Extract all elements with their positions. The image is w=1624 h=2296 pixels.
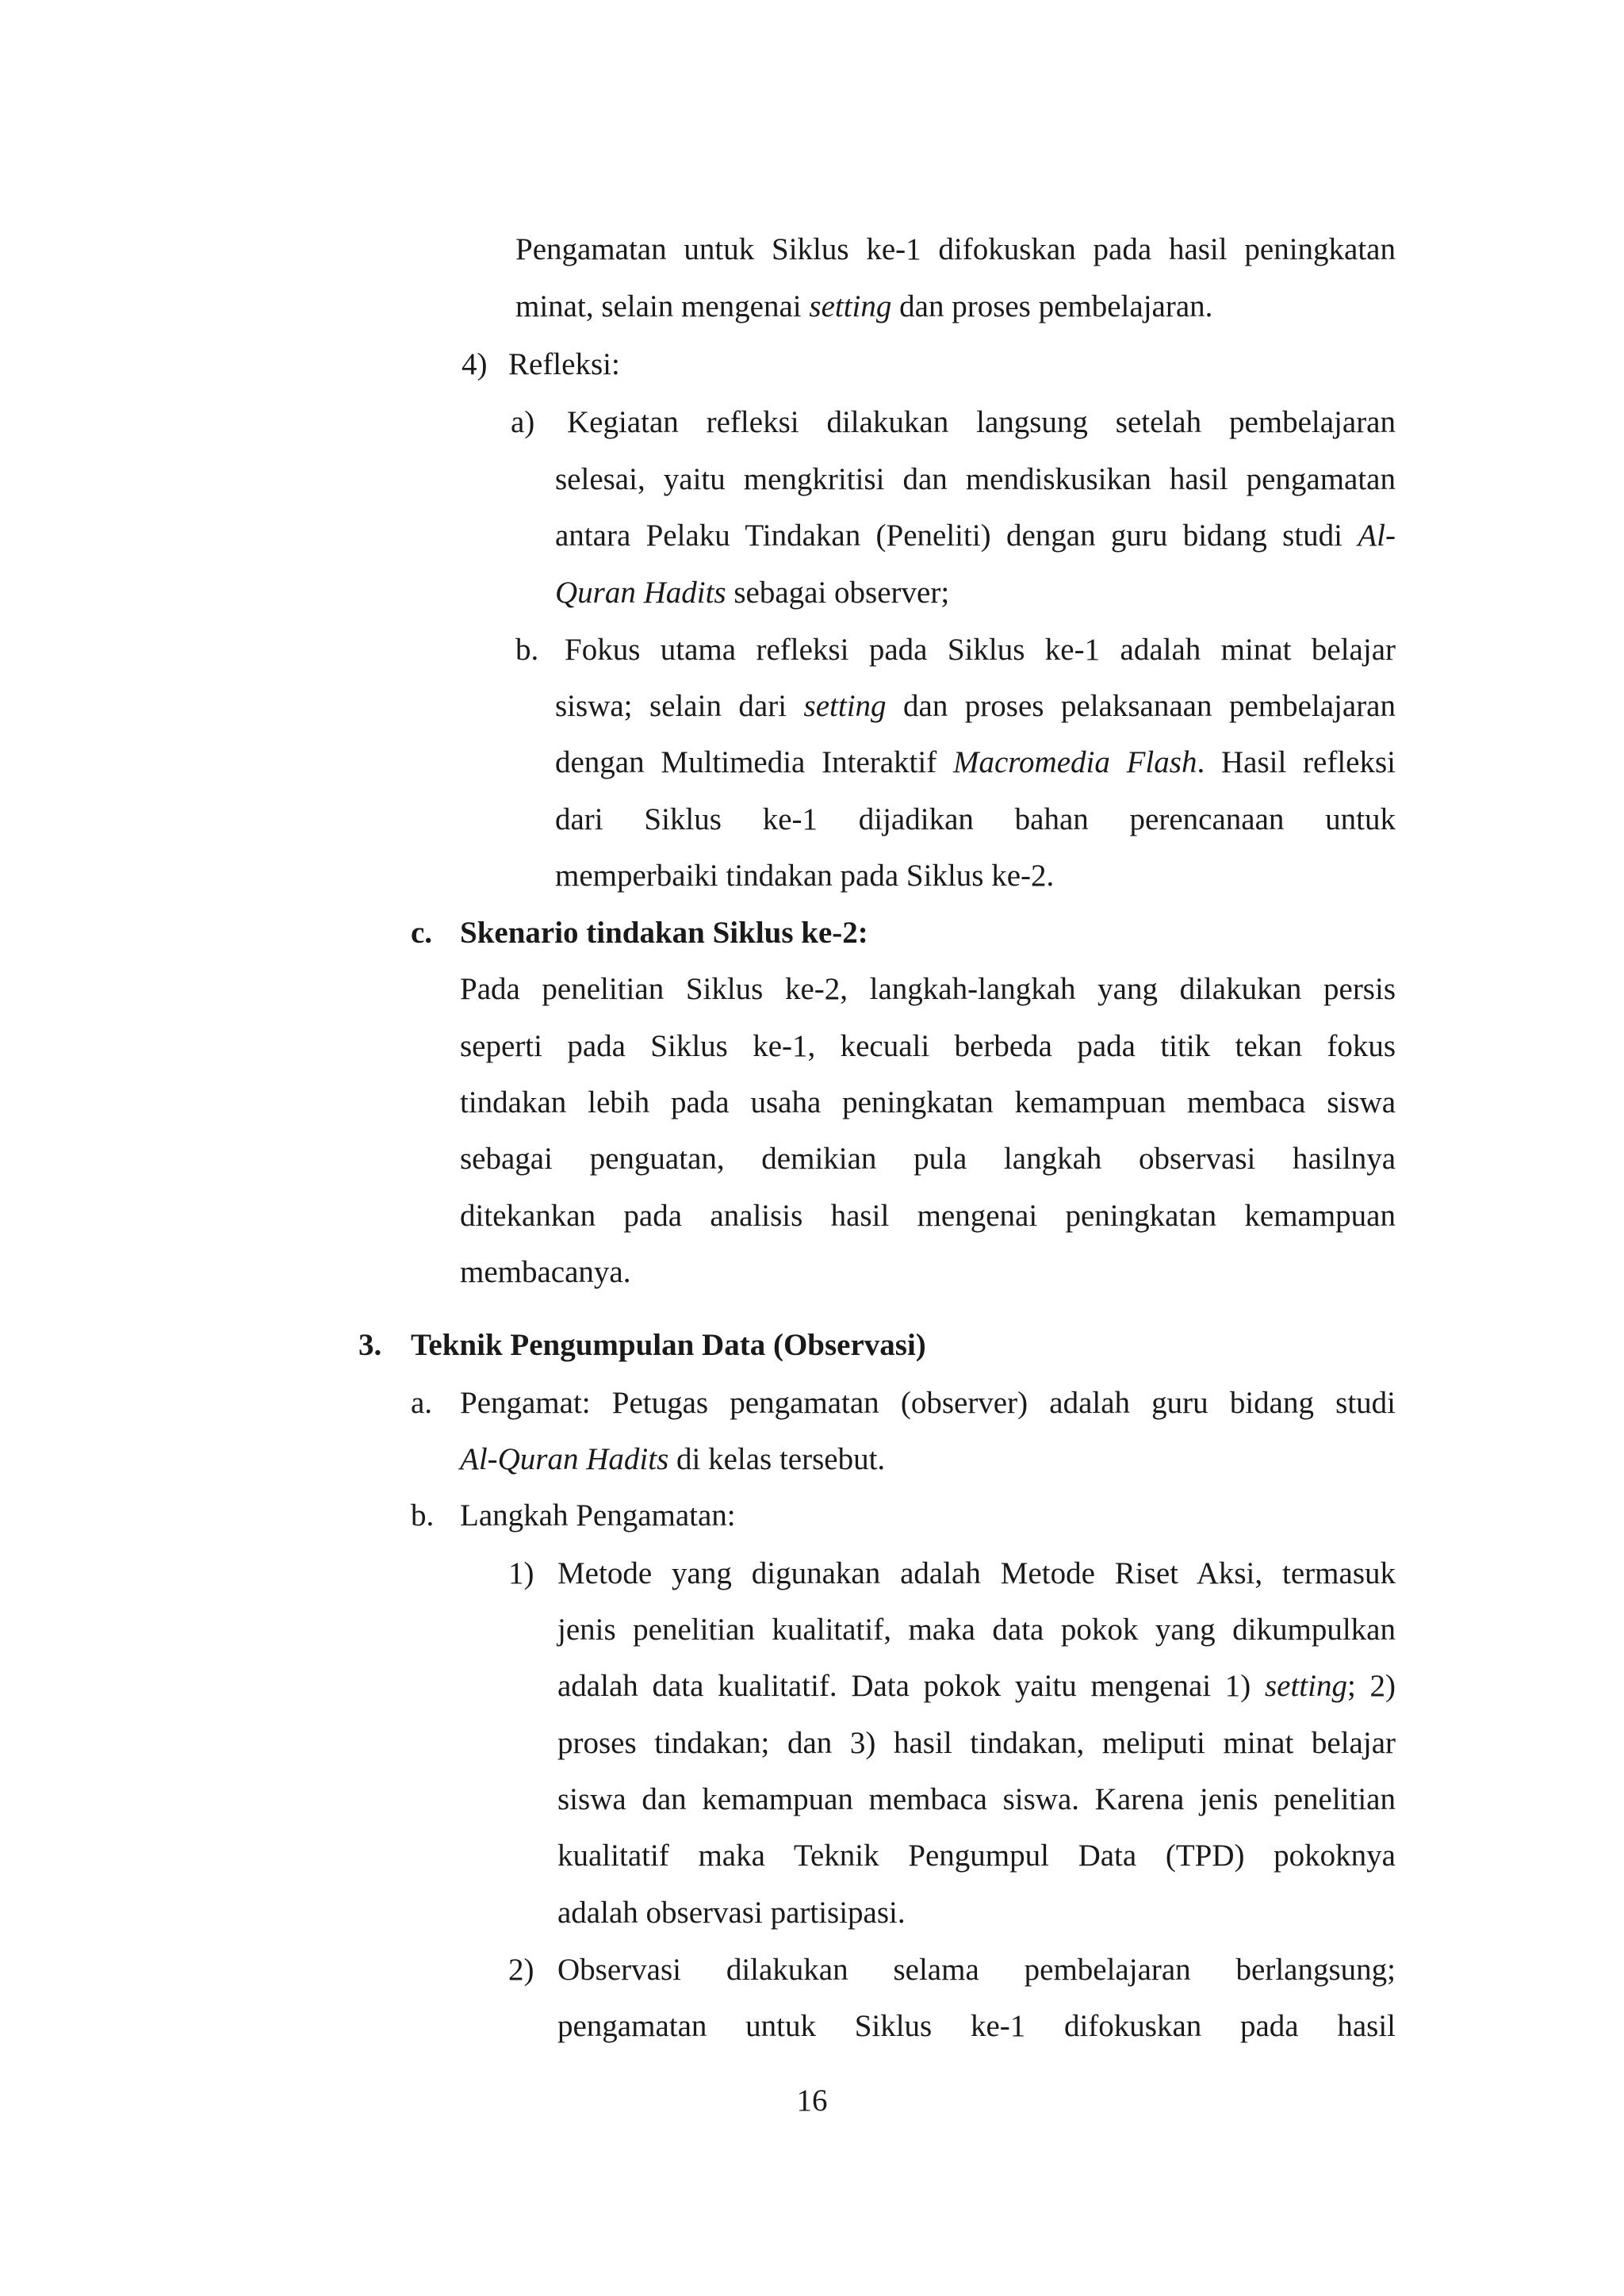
section-heading: Teknik Pengumpulan Data (Observasi) (411, 1328, 926, 1362)
paragraph-line: seperti pada Siklus ke-1, kecuali berbeda pada titik tekan fokus (460, 1029, 1396, 1063)
text-run: ; 2) (1346, 1669, 1396, 1703)
paragraph-line: tindakan lebih pada usaha peningkatan kemampuan membaca siswa (460, 1085, 1396, 1119)
italic-term: Al-Quran Hadits (460, 1442, 669, 1476)
paragraph-line: Pengamatan untuk Siklus ke-1 difokuskan pada hasil peningkatan (515, 232, 1396, 266)
paragraph-line: proses tindakan; dan 3) hasil tindakan, meliputi minat belajar (557, 1726, 1396, 1760)
paragraph-line: Metode yang digunakan adalah Metode Riset Aksi, termasuk (557, 1556, 1396, 1590)
paragraph-line (515, 283, 1396, 331)
paragraph-line: membacanya. (460, 1255, 631, 1289)
list-heading: Refleksi: (508, 347, 620, 381)
list-number: 1) (508, 1556, 534, 1590)
list-label: a) (511, 405, 535, 439)
paragraph-line (557, 1663, 1396, 1710)
list-label: b. (411, 1498, 435, 1533)
list-heading: Langkah Pengamatan: (460, 1498, 736, 1533)
paragraph-line: siswa dan kemampuan membaca siswa. Karena jenis penelitian (557, 1782, 1396, 1816)
paragraph-line: sebagai penguatan, demikian pula langkah observasi hasilnya (460, 1142, 1396, 1176)
paragraph-line: kualitatif maka Teknik Pengumpul Data (TPD) pokoknya (557, 1839, 1396, 1873)
section-heading: Skenario tindakan Siklus ke-2: (460, 916, 868, 950)
list-label: b. (515, 633, 539, 667)
italic-term: Quran Hadits (555, 576, 726, 610)
section-number: 3. (358, 1328, 382, 1362)
italic-term: setting (809, 289, 892, 323)
text-run: adalah data kualitatif. Data pokok yaitu mengenai 1) (557, 1669, 1265, 1703)
text-run: antara Pelaku Tindakan (Peneliti) dengan guru bidang studi (555, 519, 1358, 553)
paragraph-line: Pada penelitian Siklus ke-2, langkah-langkah yang dilakukan persis (460, 972, 1396, 1006)
paragraph-line: memperbaiki tindakan pada Siklus ke-2. (555, 859, 1055, 893)
text-run: siswa; selain dari (555, 689, 804, 723)
list-number: 4) (462, 347, 488, 381)
text-run: . Hasil refleksi (1197, 745, 1396, 779)
text-run: dan proses pelaksanaan pembelajaran (886, 689, 1396, 723)
paragraph-line (460, 1436, 1396, 1483)
list-label: a. (411, 1386, 433, 1420)
paragraph-line: Fokus utama refleksi pada Siklus ke-1 adalah minat belajar (565, 633, 1396, 667)
paragraph-line: Kegiatan refleksi dilakukan langsung setelah pembelajaran (567, 405, 1396, 439)
paragraph-line: jenis penelitian kualitatif, maka data pokok yang dikumpulkan (557, 1613, 1396, 1647)
paragraph-line: adalah observasi partisipasi. (557, 1896, 906, 1930)
text-run: dan proses pembelajaran. (891, 289, 1213, 323)
text-run: dengan Multimedia Interaktif (555, 745, 953, 779)
list-number: 2) (508, 1953, 534, 1987)
paragraph-line: selesai, yaitu mengkritisi dan mendiskusikan hasil pengamatan (555, 462, 1396, 496)
paragraph-line: Observasi dilakukan selama pembelajaran berlangsung; (557, 1953, 1396, 1987)
italic-term: setting (803, 689, 887, 723)
italic-term: Macromedia Flash (953, 745, 1197, 779)
text-run: minat, selain mengenai (515, 289, 810, 323)
paragraph-line (555, 739, 1396, 786)
paragraph-line (555, 683, 1396, 730)
italic-term: setting (1264, 1669, 1347, 1703)
paragraph-line: ditekankan pada analisis hasil mengenai peningkatan kemampuan (460, 1199, 1396, 1233)
page-number: 16 (796, 2084, 828, 2118)
paragraph-line: pengamatan untuk Siklus ke-1 difokuskan pada hasil (557, 2009, 1396, 2043)
text-run: di kelas tersebut. (668, 1442, 886, 1476)
paragraph-line (555, 569, 1396, 617)
italic-term: Al- (1358, 519, 1396, 553)
text-run: sebagai observer; (726, 576, 950, 610)
paragraph-line: dari Siklus ke-1 dijadikan bahan perencanaan untuk (555, 802, 1396, 836)
paragraph-line (555, 512, 1396, 560)
section-label: c. (411, 916, 433, 950)
paragraph-line: Pengamat: Petugas pengamatan (observer) adalah guru bidang studi (460, 1386, 1396, 1420)
